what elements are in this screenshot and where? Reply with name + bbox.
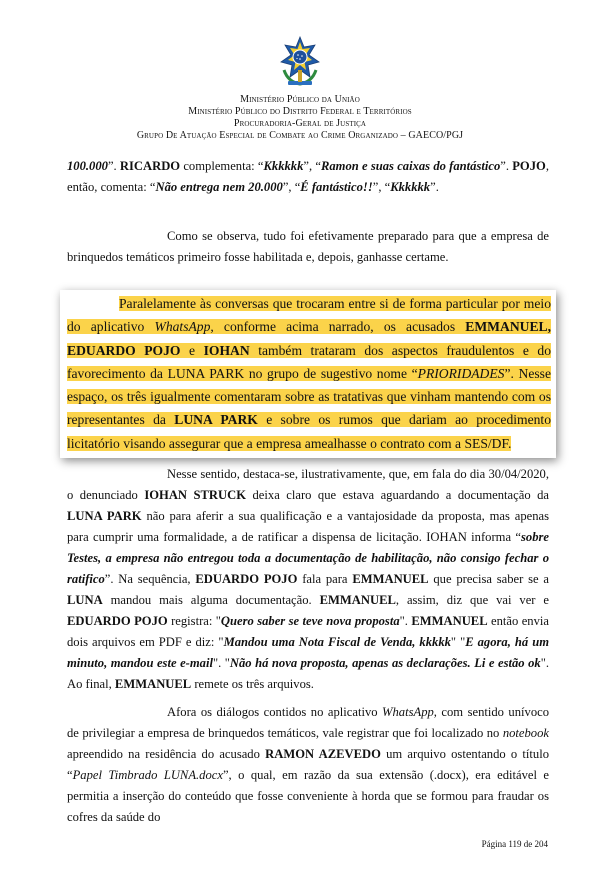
- paragraph-1: 100.000”. RICARDO complementa: “Kkkkkk”, “Ramon e suas caixas do fantástico”. POJO, então, comenta: “Não entrega nem 20.000”, “É fantástico!!”, “Kkkkkk”.: [67, 159, 549, 194]
- header-line-2: Ministério Público do Distrito Federal e Territórios: [188, 106, 412, 117]
- document-header: [0, 36, 600, 142]
- paragraph-3-highlighted: Paralelamente às conversas que trocaram entre si de forma particular por meio do aplicativo WhatsApp, conforme acima narrado, os acusados EMMANUEL, EDUARDO POJO e IOHAN também trataram dos aspectos fraudulentos e do favorecimento da LUNA PARK no grupo de sugestivo nome “PRIORIDADES”. Nesse espaço, os três igualmente comentaram sobre as tratativas que vinham mantendo com os representantes da LUNA PARK e sobre os rumos que dariam ao procedimento licitatório visando assegurar que a empresa amealhasse o contrato com a SES/DF.: [67, 296, 552, 451]
- brazil-coat-of-arms-icon: [278, 36, 322, 88]
- paragraph-5: Afora os diálogos contidos no aplicativo WhatsApp, com sentido unívoco de privilegiar a empresa de brinquedos temáticos, vale registrar que foi localizado no notebook apreendido na residência do acusado RAMON AZEVEDO um arquivo ostentando o título “Papel Timbrado LUNA.docx”, o qual, em razão da sua extensão (.docx), era editável e permitia a inserção do conteúdo que fosse conveniente à horda que se formou para fraudar os cofres da saúde do: [67, 705, 550, 824]
- header-line-4: Grupo De Atuação Especial de Combate ao Crime Organizado – GAECO/PGJ: [136, 130, 464, 141]
- paragraph-2: Como se observa, tudo foi efetivamente preparado para que a empresa de brinquedos temáticos primeiro fosse habilitada e, depois, ganhasse certame.: [67, 229, 549, 264]
- page-number: Página 119 de 204: [481, 839, 548, 849]
- header-line-3: Procuradoria-Geral de Justiça: [233, 118, 367, 129]
- paragraph-4: Nesse sentido, destaca-se, ilustrativamente, que, em fala do dia 30/04/2020, o denunciado IOHAN STRUCK deixa claro que estava aguardando a documentação da LUNA PARK não para aferir a sua qualificação e a vantajosidade da proposta, mas apenas para cumprir uma formalidade, a de ratificar a dispensa de licitação. IOHAN informa “sobre Testes, a empresa não entregou toda a documentação de habilitação, não consigo fechar o ratifico”. Na sequência, EDUARDO POJO fala para EMMANUEL que precisa saber se a LUNA mandou mais alguma documentação. EMMANUEL, assim, diz que vai ver e EDUARDO POJO registra: "Quero saber se teve nova proposta". EMMANUEL então envia dois arquivos em PDF e diz: "Mandou uma Nota Fiscal de Venda, kkkkk" "E agora, há um minuto, mandou este e-mail". "Não há nova proposta, apenas as declarações. Li e estão ok". Ao final, EMMANUEL remete os três arquivos.: [67, 467, 550, 691]
- header-line-1: Ministério Público da União: [240, 94, 360, 105]
